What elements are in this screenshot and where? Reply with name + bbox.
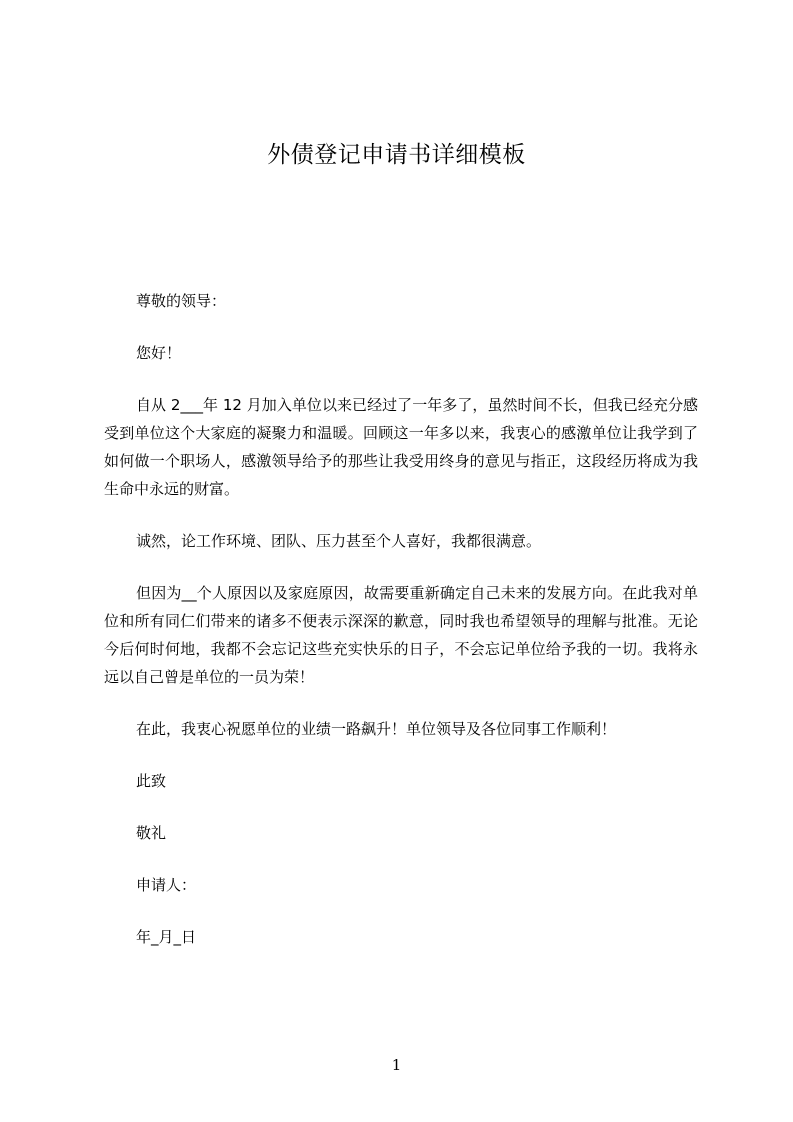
salutation: 尊敬的领导： bbox=[136, 292, 227, 310]
applicant-label: 申请人： bbox=[136, 876, 197, 894]
body-paragraph-3: 但因为__个人原因以及家庭原因，故需要重新确定自己未来的发展方向。在此我对单位和所有同仁们带来的诸多不便表示深深的歉意，同时我也希望领导的理解与批准。无论今后何时何地，我都不会忘记这些充实快乐的日子，不会忘记单位给予我的一切。我将永远以自己曾是单位的一员为荣！ bbox=[104, 584, 698, 686]
greeting: 您好！ bbox=[136, 344, 182, 362]
page-number: 1 bbox=[391, 1056, 402, 1074]
body-paragraph-4: 在此，我衷心祝愿单位的业绩一路飙升！单位领导及各位同事工作顺利！ bbox=[136, 720, 617, 738]
body-paragraph-1: 自从 2___年 12 月加入单位以来已经过了一年多了，虽然时间不长，但我已经充分感受到单位这个大家庭的凝聚力和温暖。回顾这一年多以来，我衷心的感激单位让我学到了如何做一个职场人，感激领导给予的那些让我受用终身的意见与指正，这段经历将成为我生命中永远的财富。 bbox=[104, 396, 698, 498]
document-title: 外债登记申请书详细模板 bbox=[267, 142, 526, 168]
closing-line-2: 敬礼 bbox=[136, 824, 167, 842]
closing-line-1: 此致 bbox=[136, 772, 167, 790]
body-paragraph-2: 诚然，论工作环境、团队、压力甚至个人喜好，我都很满意。 bbox=[136, 532, 542, 550]
date-line: 年_月_日 bbox=[136, 928, 197, 946]
document-body bbox=[104, 287, 698, 975]
